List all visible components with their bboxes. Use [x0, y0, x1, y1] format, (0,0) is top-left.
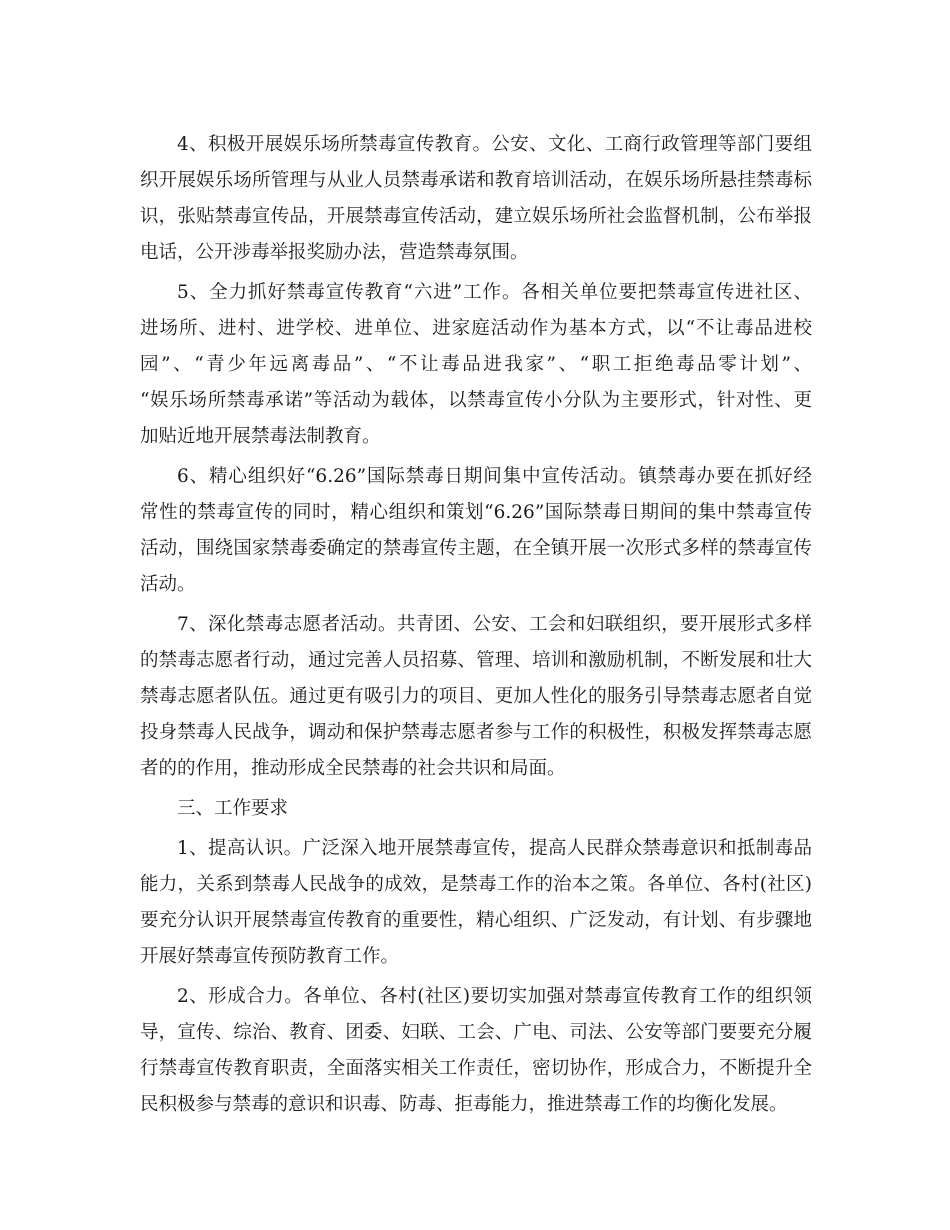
- paragraph-4-line-1: 4、积极开展娱乐场所禁毒宣传教育。公安、文化、工商行政管理等部门要组: [177, 134, 812, 155]
- paragraph-4-line-3: 识，张贴禁毒宣传品，开展禁毒宣传活动，建立娱乐场所社会监督机制，公布举报: [140, 206, 812, 227]
- paragraph-6-line-4: 活动。: [140, 574, 196, 595]
- requirement-2-line-2: 导，宣传、综治、教育、团委、妇联、工会、广电、司法、公安等部门要要充分履: [140, 1022, 812, 1043]
- paragraph-7-line-4: 投身禁毒人民战争，调动和保护禁毒志愿者参与工作的积极性，积极发挥禁毒志愿: [140, 722, 812, 743]
- paragraph-7-line-1: 7、深化禁毒志愿者活动。共青团、公安、工会和妇联组织，要开展形式多样: [177, 614, 812, 635]
- requirement-1-line-1: 1、提高认识。广泛深入地开展禁毒宣传，提高人民群众禁毒意识和抵制毒品: [177, 838, 812, 859]
- paragraph-7-line-3: 禁毒志愿者队伍。通过更有吸引力的项目、更加人性化的服务引导禁毒志愿者自觉: [140, 686, 812, 707]
- requirement-2-line-1: 2、形成合力。各单位、各村(社区)要切实加强对禁毒宣传教育工作的组织领: [177, 986, 812, 1007]
- paragraph-6-line-1: 6、精心组织好“6.26”国际禁毒日期间集中宣传活动。镇禁毒办要在抓好经: [177, 466, 812, 487]
- paragraph-5-line-5: 加贴近地开展禁毒法制教育。: [140, 426, 381, 447]
- paragraph-4-line-2: 织开展娱乐场所管理与从业人员禁毒承诺和教育培训活动，在娱乐场所悬挂禁毒标: [140, 170, 812, 191]
- paragraph-7-line-2: 的禁毒志愿者行动，通过完善人员招募、管理、培训和激励机制，不断发展和壮大: [140, 650, 812, 671]
- paragraph-5-line-3: 园”、“青少年远离毒品”、“不让毒品进我家”、“职工拒绝毒品零计划”、: [140, 354, 812, 375]
- paragraph-5-line-2: 进场所、进村、进学校、进单位、进家庭活动作为基本方式，以“不让毒品进校: [140, 318, 812, 339]
- paragraph-4-line-4: 电话，公开涉毒举报奖励办法，营造禁毒氛围。: [140, 242, 529, 263]
- requirement-2-line-3: 行禁毒宣传教育职责，全面落实相关工作责任，密切协作，形成合力，不断提升全: [140, 1058, 812, 1079]
- section-heading-work-requirements: 三、工作要求: [177, 798, 289, 819]
- requirement-1-line-3: 要充分认识开展禁毒宣传教育的重要性，精心组织、广泛发动，有计划、有步骤地: [140, 910, 812, 931]
- requirement-1-line-2: 能力，关系到禁毒人民战争的成效，是禁毒工作的治本之策。各单位、各村(社区): [140, 874, 812, 895]
- paragraph-5-line-4: “娱乐场所禁毒承诺”等活动为载体，以禁毒宣传小分队为主要形式，针对性、更: [140, 390, 812, 411]
- paragraph-7-line-5: 者的的作用，推动形成全民禁毒的社会共识和局面。: [140, 758, 566, 779]
- requirement-2-line-4: 民积极参与禁毒的意识和识毒、防毒、拒毒能力，推进禁毒工作的均衡化发展。: [140, 1094, 788, 1115]
- paragraph-6-line-2: 常性的禁毒宣传的同时，精心组织和策划“6.26”国际禁毒日期间的集中禁毒宣传: [140, 502, 812, 523]
- paragraph-5-line-1: 5、全力抓好禁毒宣传教育“六进”工作。各相关单位要把禁毒宣传进社区、: [177, 282, 812, 303]
- requirement-1-line-4: 开展好禁毒宣传预防教育工作。: [140, 946, 400, 967]
- paragraph-6-line-3: 活动，围绕国家禁毒委确定的禁毒宣传主题，在全镇开展一次形式多样的禁毒宣传: [140, 538, 812, 559]
